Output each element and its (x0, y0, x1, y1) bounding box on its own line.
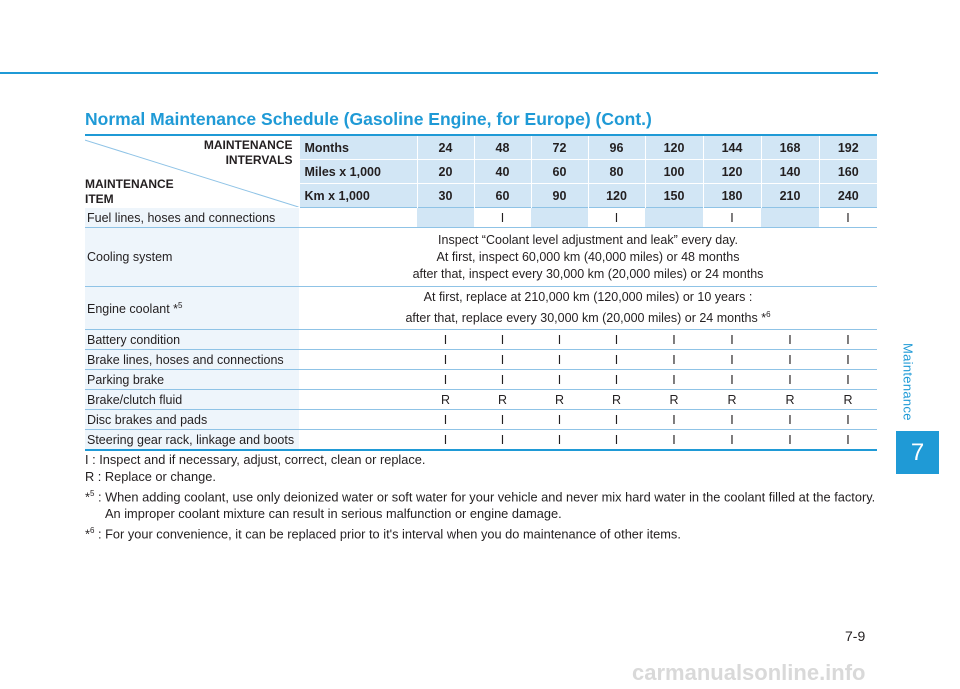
row-value: I (474, 330, 531, 350)
row-value: I (819, 430, 877, 451)
row-value: I (645, 430, 703, 451)
header-miles-value: 20 (417, 160, 474, 184)
table-row (85, 330, 877, 350)
header-months-value: 120 (645, 135, 703, 160)
row-value: I (703, 330, 761, 350)
header-months-value: 192 (819, 135, 877, 160)
footnote-5 (85, 485, 880, 522)
intervals-line-1: MAINTENANCE (203, 138, 293, 152)
row-value (417, 208, 474, 228)
row-label: Parking brake (85, 370, 299, 390)
row-value: I (417, 430, 474, 451)
row-value: I (474, 430, 531, 451)
legend-replace: R : Replace or change. (85, 469, 216, 484)
cooling-line-2: At first, inspect 60,000 km (40,000 miles) or 48 months (436, 249, 740, 264)
footnote-5-text: : When adding coolant, use only deionized water or soft water for your vehicle and never mix hard water in the coolant filled at the factory. An improper coolant mixture can result in serious malfunction or engine damage. (94, 489, 876, 522)
row-value: R (588, 390, 645, 410)
row-label: Fuel lines, hoses and connections (85, 208, 299, 228)
coolant-line-1: At first, replace at 210,000 km (120,000 miles) or 10 years : (423, 290, 753, 304)
row-label: Disc brakes and pads (85, 410, 299, 430)
spacer-cell (299, 350, 417, 370)
item-line-2: ITEM (85, 192, 114, 206)
header-miles-value: 60 (531, 160, 588, 184)
coolant-instructions (299, 287, 877, 330)
header-months-label: Months (299, 135, 417, 160)
row-value: I (819, 350, 877, 370)
row-label: Cooling system (85, 228, 299, 287)
row-value (531, 208, 588, 228)
header-miles-value: 140 (761, 160, 819, 184)
row-value: I (417, 330, 474, 350)
spacer-cell (299, 370, 417, 390)
row-value: I (417, 350, 474, 370)
row-value: I (761, 370, 819, 390)
row-label (85, 287, 299, 330)
row-value: R (761, 390, 819, 410)
row-value: I (819, 208, 877, 228)
row-value: I (588, 370, 645, 390)
watermark: carmanualsonline.info (632, 660, 866, 685)
header-intervals-label (204, 138, 293, 168)
row-label: Steering gear rack, linkage and boots (85, 430, 299, 451)
row-value: I (474, 410, 531, 430)
row-value: I (761, 350, 819, 370)
header-km-value: 150 (645, 184, 703, 208)
page-title: Normal Maintenance Schedule (Gasoline Engine, for Europe) (Cont.) (85, 109, 652, 129)
row-value: I (703, 370, 761, 390)
cooling-line-1: Inspect “Coolant level adjustment and leak” every day. (438, 232, 738, 247)
footnote-6 (85, 522, 880, 542)
row-value: I (761, 430, 819, 451)
header-km-value: 30 (417, 184, 474, 208)
footnote-ref: 5 (178, 300, 183, 310)
header-item-label (85, 177, 174, 207)
header-months-value: 24 (417, 135, 474, 160)
header-miles-value: 80 (588, 160, 645, 184)
header-months-value: 96 (588, 135, 645, 160)
row-value: I (645, 350, 703, 370)
legend-inspect: I : Inspect and if necessary, adjust, correct, clean or replace. (85, 452, 426, 467)
table-row (85, 370, 877, 390)
footnote-5-sup: 5 (89, 489, 95, 498)
coolant-line-2-wrap (299, 306, 877, 327)
row-value: I (531, 350, 588, 370)
table-row (85, 350, 877, 370)
row-value: I (474, 370, 531, 390)
spacer-cell (299, 430, 417, 451)
row-value: I (588, 208, 645, 228)
header-km-value: 240 (819, 184, 877, 208)
header-km-label: Km x 1,000 (299, 184, 417, 208)
header-km-value: 60 (474, 184, 531, 208)
row-value: I (417, 410, 474, 430)
coolant-label: Engine coolant * (87, 301, 179, 316)
row-value: R (474, 390, 531, 410)
table-row (85, 410, 877, 430)
header-km-value: 90 (531, 184, 588, 208)
row-value: I (417, 370, 474, 390)
section-label: Maintenance (900, 343, 916, 421)
maintenance-schedule-table (85, 134, 877, 451)
row-value: I (819, 370, 877, 390)
header-months-value: 72 (531, 135, 588, 160)
spacer-cell (299, 208, 417, 228)
row-value: I (645, 330, 703, 350)
row-value: I (531, 370, 588, 390)
header-corner (85, 135, 299, 208)
row-value: I (761, 410, 819, 430)
header-miles-value: 120 (703, 160, 761, 184)
row-value: I (474, 208, 531, 228)
footnote-ref: 6 (766, 310, 771, 319)
cooling-instructions (299, 228, 877, 287)
row-label: Battery condition (85, 330, 299, 350)
header-miles-value: 160 (819, 160, 877, 184)
row-value: I (588, 410, 645, 430)
table-row (85, 390, 877, 410)
row-value: I (819, 330, 877, 350)
coolant-line-2: after that, replace every 30,000 km (20,000 miles) or 24 months * (405, 311, 767, 326)
table-row (85, 208, 877, 228)
row-label: Brake lines, hoses and connections (85, 350, 299, 370)
row-value: I (531, 410, 588, 430)
row-value: I (645, 370, 703, 390)
row-value: I (588, 430, 645, 451)
row-value: R (703, 390, 761, 410)
table-row (85, 287, 877, 330)
row-value: I (703, 208, 761, 228)
row-value: I (531, 330, 588, 350)
footnote-5-mark: * (85, 489, 90, 505)
row-value: I (703, 410, 761, 430)
row-value: R (417, 390, 474, 410)
row-value (645, 208, 703, 228)
header-miles-label: Miles x 1,000 (299, 160, 417, 184)
spacer-cell (299, 410, 417, 430)
chapter-tab[interactable]: 7 (896, 431, 939, 474)
header-months-value: 48 (474, 135, 531, 160)
row-value: R (531, 390, 588, 410)
page-number: 7-9 (845, 628, 866, 644)
row-value: R (819, 390, 877, 410)
cooling-line-3: after that, inspect every 30,000 km (20,000 miles) or 24 months (412, 266, 764, 281)
table-row (85, 228, 877, 287)
top-rule (0, 72, 878, 74)
row-value: I (703, 350, 761, 370)
header-km-value: 120 (588, 184, 645, 208)
row-value: R (645, 390, 703, 410)
row-value: I (645, 410, 703, 430)
header-months-value: 144 (703, 135, 761, 160)
row-label: Brake/clutch fluid (85, 390, 299, 410)
row-value: I (819, 410, 877, 430)
footnote-6-text: : For your convenience, it can be replaced prior to it's interval when you do maintenance of other items. (94, 526, 681, 542)
footnote-6-sup: 6 (89, 526, 95, 536)
footnote-6-mark: * (85, 526, 90, 542)
header-miles-value: 40 (474, 160, 531, 184)
legend (85, 451, 880, 543)
row-value: I (588, 330, 645, 350)
item-line-1: MAINTENANCE (85, 177, 174, 191)
header-row-months (85, 135, 877, 160)
spacer-cell (299, 330, 417, 350)
row-value: I (474, 350, 531, 370)
header-km-value: 180 (703, 184, 761, 208)
table-row (85, 430, 877, 451)
row-value: I (588, 350, 645, 370)
row-value: I (761, 330, 819, 350)
intervals-line-2: INTERVALS (225, 153, 293, 167)
header-km-value: 210 (761, 184, 819, 208)
spacer-cell (299, 390, 417, 410)
header-months-value: 168 (761, 135, 819, 160)
header-miles-value: 100 (645, 160, 703, 184)
row-value: I (703, 430, 761, 451)
row-value (761, 208, 819, 228)
row-value: I (531, 430, 588, 451)
